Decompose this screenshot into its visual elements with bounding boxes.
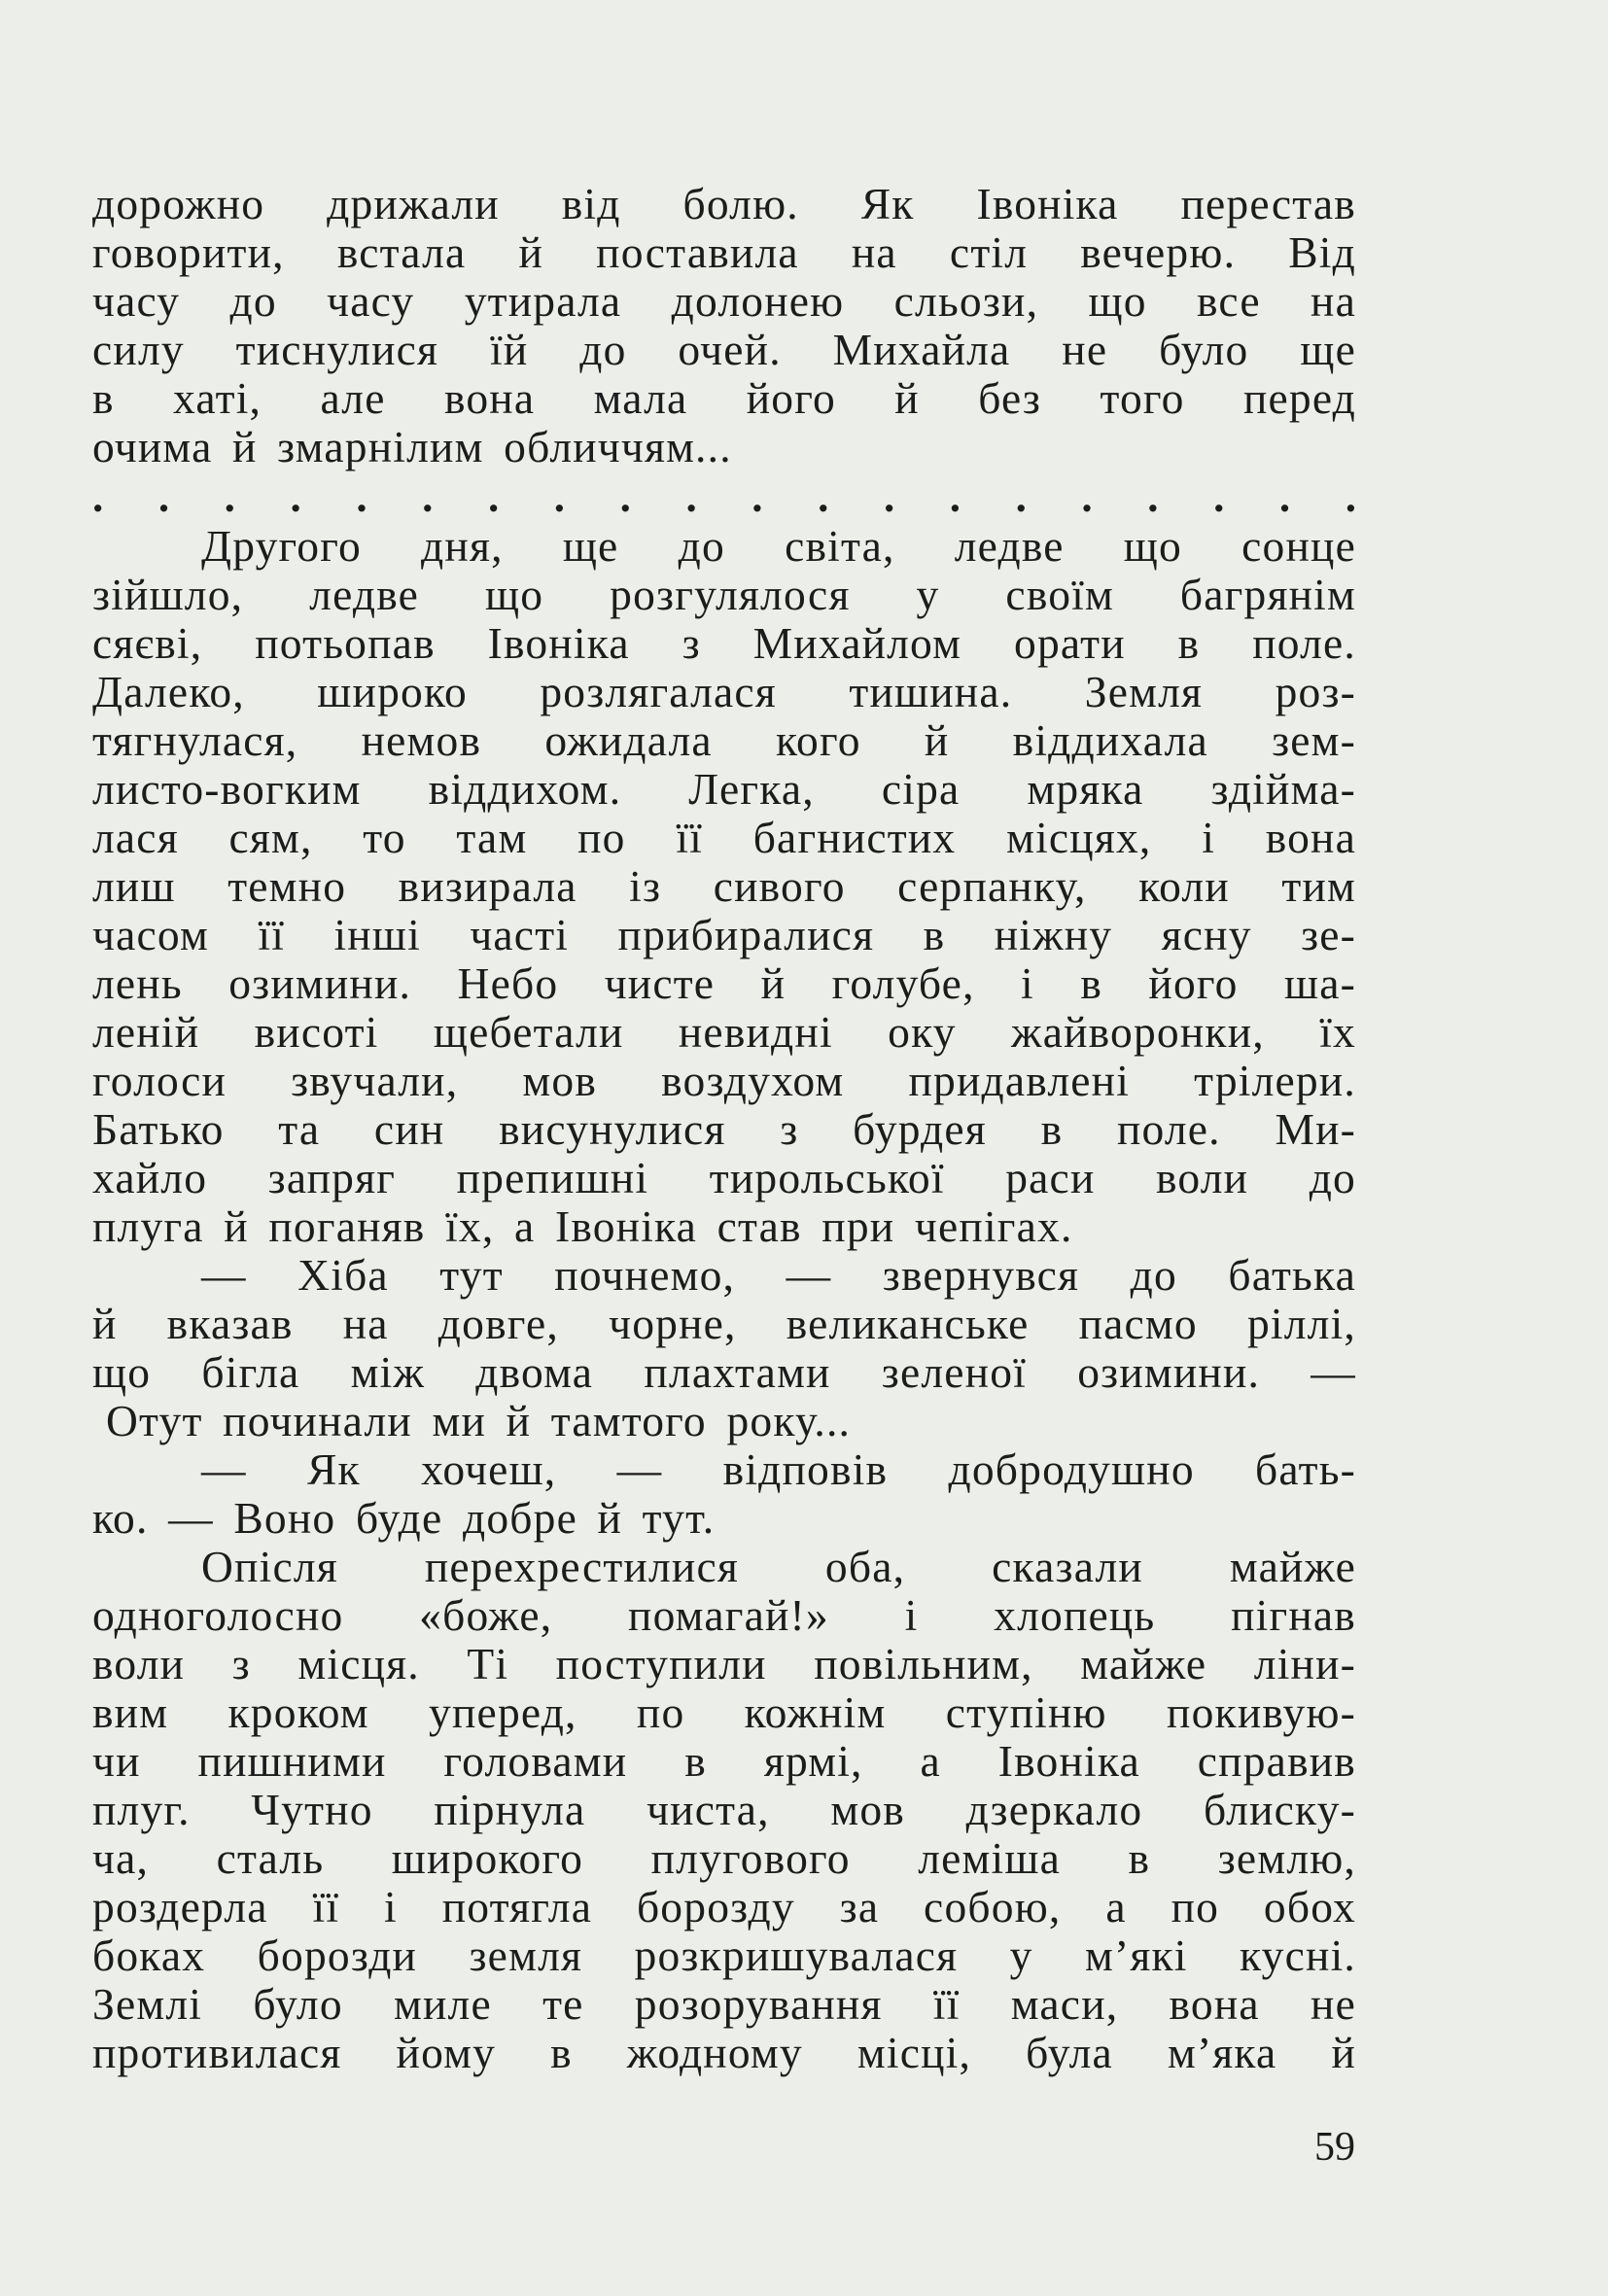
text-line: плуга й поганяв їх, а Івоніка став при чепігах.	[92, 1201, 1073, 1251]
text-line: боках борозди земля розкришувалася у м’які кусні.	[92, 1931, 1356, 1980]
page-number: 59	[1314, 2125, 1355, 2170]
text-line: хайло запряг препишні тирольської раси воли до	[92, 1153, 1356, 1202]
text-line: роздерла її і потягла борозду за собою, а по обох	[92, 1882, 1356, 1931]
text-line: в хаті, але вона мала його й без того перед	[92, 373, 1356, 423]
text-line: лася сям, то там по її багнистих місцях, і вона	[92, 813, 1356, 862]
text-line: чи пишними головами в ярмі, а Івоніка справив	[92, 1736, 1356, 1786]
text-line: лиш темно визирала із сивого серпанку, коли тим	[92, 861, 1356, 911]
text-line: часу до часу утирала долонею сльози, що все на	[92, 276, 1356, 326]
text-line: Далеко, широко розлягалася тишина. Земля роз-	[92, 667, 1356, 716]
text-line: тягнулася, немов ожидала кого й віддихала зем-	[92, 715, 1356, 765]
text-line: ко. — Воно буде добре й тут.	[92, 1493, 716, 1543]
paragraph-first-line: Опісля перехрестилися оба, сказали майже	[201, 1542, 1356, 1591]
text-line: леній висоті щебетали невидні оку жайворонки, їх	[92, 1007, 1356, 1057]
text-line: вим кроком уперед, по кожнім ступіню покивую-	[92, 1687, 1356, 1737]
text-line: говорити, встала й поставила на стіл вечерю. Від	[92, 227, 1356, 277]
text-line: й вказав на довге, чорне, великанське пасмо ріллі,	[92, 1299, 1356, 1348]
text-line: лень озимини. Небо чисте й голубе, і в його ша-	[92, 958, 1356, 1008]
text-line: ча, сталь широкого плугового леміша в землю,	[92, 1833, 1356, 1883]
text-line: сяєві, потьопав Івоніка з Михайлом орати в поле.	[92, 618, 1356, 668]
section-separator: . . . . . . . . . . . . . . . . . . . .	[92, 472, 1356, 521]
text-line: голоси звучали, мов воздухом придавлені трілери.	[92, 1056, 1356, 1105]
text-line: очима й змарнілим обличчям...	[92, 422, 732, 471]
text-line: силу тиснулися їй до очей. Михайла не було ще	[92, 325, 1356, 374]
text-line: Отут починали ми й тамтого року...	[106, 1396, 852, 1445]
text-line: одноголосно «боже, помагай!» і хлопець пігнав	[92, 1590, 1356, 1640]
text-line: зійшло, ледве що розгулялося у своїм багрянім	[92, 570, 1356, 619]
text-line: часом її інші часті прибиралися в ніжну ясну зе-	[92, 910, 1356, 959]
text-line: плуг. Чутно пірнула чиста, мов дзеркало блиску-	[92, 1785, 1356, 1834]
text-line: Землі було миле те розорування її маси, вона не	[92, 1979, 1356, 2029]
text-line: що бігла між двома плахтами зеленої озимини. —	[92, 1347, 1356, 1397]
text-line: листо-вогким віддихом. Легка, сіра мряка здійма-	[92, 764, 1356, 814]
text-block	[92, 180, 1356, 2077]
dialog-line: — Як хочеш, — відповів добродушно бать-	[201, 1444, 1356, 1494]
text-line: воли з місця. Ті поступили повільним, майже ліни-	[92, 1639, 1356, 1688]
text-line: дорожно дрижали від болю. Як Івоніка перестав	[92, 179, 1356, 228]
text-line: противилася йому в жодному місці, була м’яка й	[92, 2028, 1356, 2077]
text-line: Батько та син висунулися з бурдея в поле. Ми-	[92, 1104, 1356, 1154]
paragraph-first-line: Другого дня, ще до світа, ледве що сонце	[201, 521, 1356, 571]
dialog-line: — Хіба тут почнемо, — звернувся до батька	[201, 1250, 1356, 1300]
